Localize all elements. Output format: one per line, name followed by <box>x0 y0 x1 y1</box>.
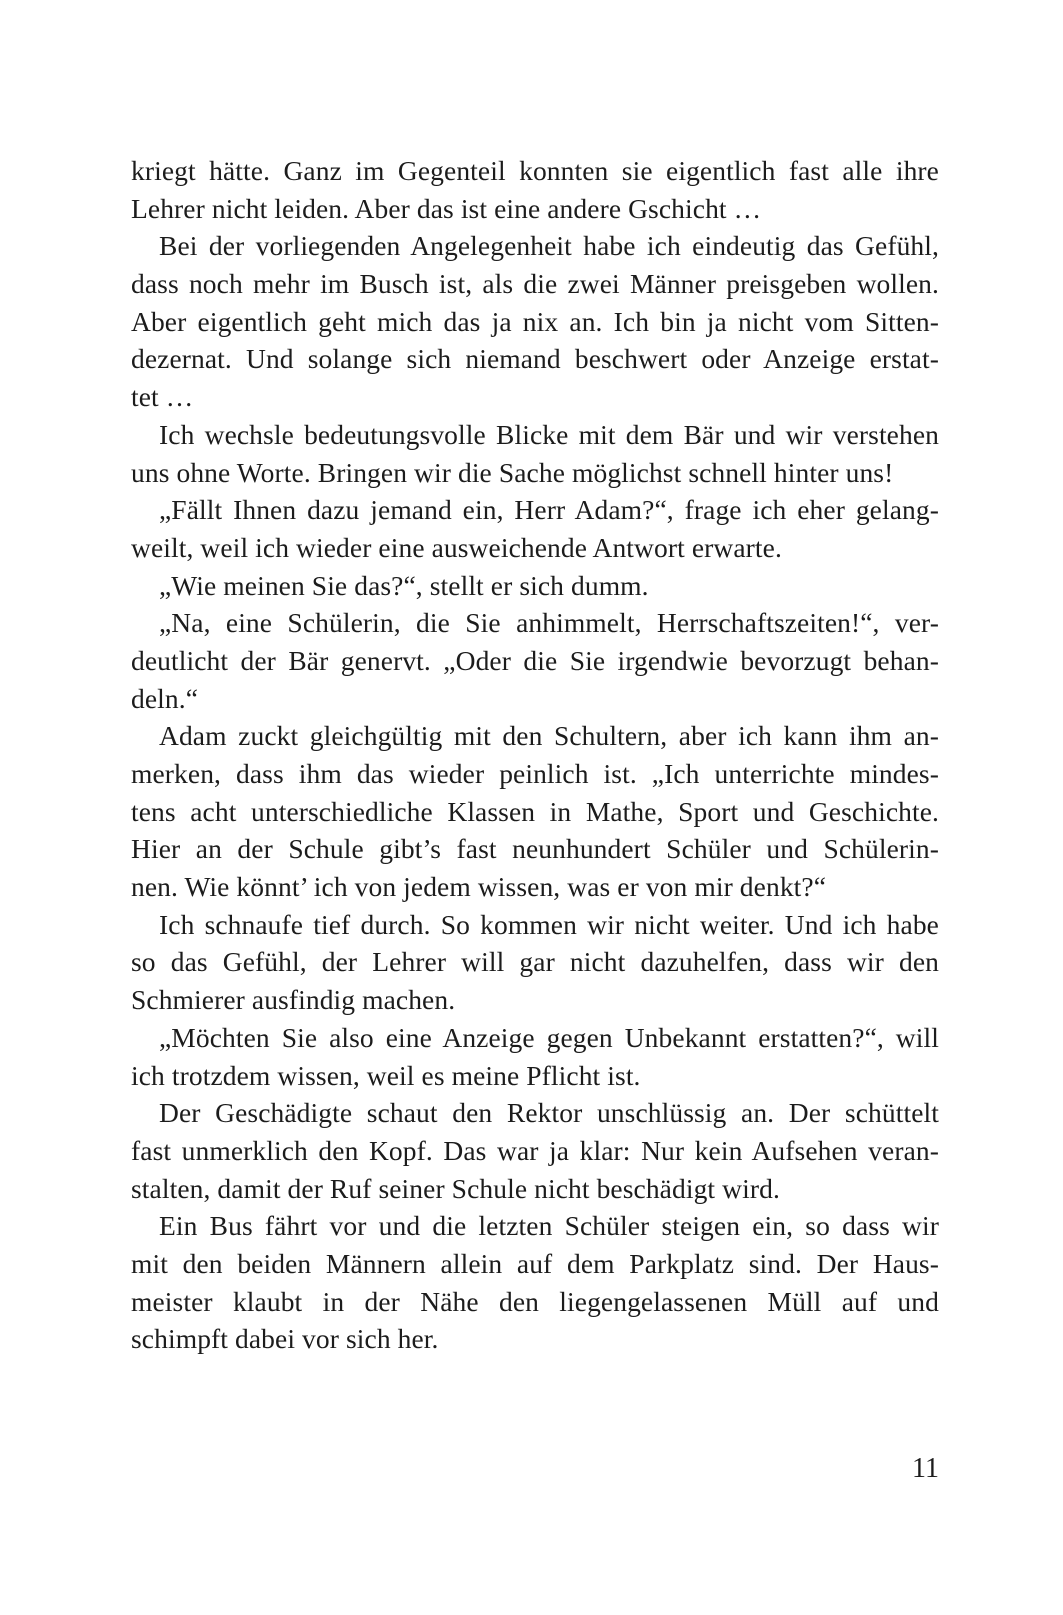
paragraph <box>131 604 939 717</box>
text-line: stalten, damit der Ruf seiner Schule nicht beschädigt wird. <box>131 1172 780 1204</box>
text-line: Ein Bus fährt vor und die letzten Schüler steigen ein, so dass wir <box>159 1210 939 1242</box>
text-line: Ich wechsle bedeutungsvolle Blicke mit dem Bär und wir verstehen <box>159 418 939 450</box>
text-line: meister klaubt in der Nähe den liegengelassenen Müll auf und <box>131 1285 939 1317</box>
paragraph <box>131 567 939 605</box>
paragraph <box>131 416 939 491</box>
text-line: Der Geschädigte schaut den Rektor unschlüssig an. Der schüttelt <box>159 1097 939 1129</box>
text-line: nen. Wie könnt’ ich von jedem wissen, was er von mir denkt?“ <box>131 871 827 903</box>
paragraph <box>131 227 939 415</box>
text-line: tet … <box>131 381 194 413</box>
page-number: 11 <box>912 1453 939 1484</box>
text-line: Ich schnaufe tief durch. So kommen wir nicht weiter. Und ich habe <box>159 908 939 940</box>
text-line: tens acht unterschiedliche Klassen in Mathe, Sport und Geschichte. <box>131 795 939 827</box>
paragraph <box>131 491 939 566</box>
paragraph <box>131 152 939 227</box>
text-line: Aber eigentlich geht mich das ja nix an. Ich bin ja nicht vom Sitten- <box>131 305 939 337</box>
text-line: so das Gefühl, der Lehrer will gar nicht dazuhelfen, dass wir den <box>131 946 939 978</box>
text-line: mit den beiden Männern allein auf dem Parkplatz sind. Der Haus- <box>131 1247 939 1279</box>
text-line: merken, dass ihm das wieder peinlich ist. „Ich unterrichte mindes- <box>131 758 939 789</box>
text-line: fast unmerklich den Kopf. Das war ja klar: Nur kein Aufsehen veran- <box>131 1134 939 1166</box>
text-line: schimpft dabei vor sich her. <box>131 1323 439 1355</box>
paragraph <box>131 1094 939 1207</box>
text-line: deln.“ <box>131 682 199 714</box>
text-line: Adam zuckt gleichgültig mit den Schultern, aber ich kann ihm an- <box>159 720 939 752</box>
paragraph <box>131 717 939 905</box>
text-line: „Na, eine Schülerin, die Sie anhimmelt, Herrschaftszeiten!“, ver- <box>159 607 939 639</box>
text-line: weilt, weil ich wieder eine ausweichende Antwort erwarte. <box>131 531 782 563</box>
text-line: dezernat. Und solange sich niemand beschwert oder Anzeige erstat- <box>131 343 939 375</box>
body-text <box>131 152 939 1358</box>
text-line: ich trotzdem wissen, weil es meine Pflicht ist. <box>131 1059 641 1091</box>
paragraph <box>131 1207 939 1358</box>
text-line: Bei der vorliegenden Angelegenheit habe ich eindeutig das Gefühl, <box>159 230 939 262</box>
text-line: Hier an der Schule gibt’s fast neunhundert Schüler und Schülerin- <box>131 833 939 865</box>
text-line: „Wie meinen Sie das?“, stellt er sich dumm. <box>159 569 649 601</box>
paragraph <box>131 1019 939 1094</box>
text-line: Schmierer ausfindig machen. <box>131 984 456 1016</box>
text-line: deutlicht der Bär genervt. „Oder die Sie irgendwie bevorzugt behan- <box>131 644 939 676</box>
paragraph <box>131 906 939 1019</box>
text-line: dass noch mehr im Busch ist, als die zwei Männer preisgeben wollen. <box>131 268 939 300</box>
text-line: Lehrer nicht leiden. Aber das ist eine andere Gschicht … <box>131 192 762 224</box>
text-line: uns ohne Worte. Bringen wir die Sache möglichst schnell hinter uns! <box>131 456 894 488</box>
text-line: „Fällt Ihnen dazu jemand ein, Herr Adam?“, frage ich eher gelang- <box>159 494 939 526</box>
text-line: „Möchten Sie also eine Anzeige gegen Unbekannt erstatten?“, will <box>159 1021 939 1053</box>
text-line: kriegt hätte. Ganz im Gegenteil konnten sie eigentlich fast alle ihre <box>131 155 939 186</box>
